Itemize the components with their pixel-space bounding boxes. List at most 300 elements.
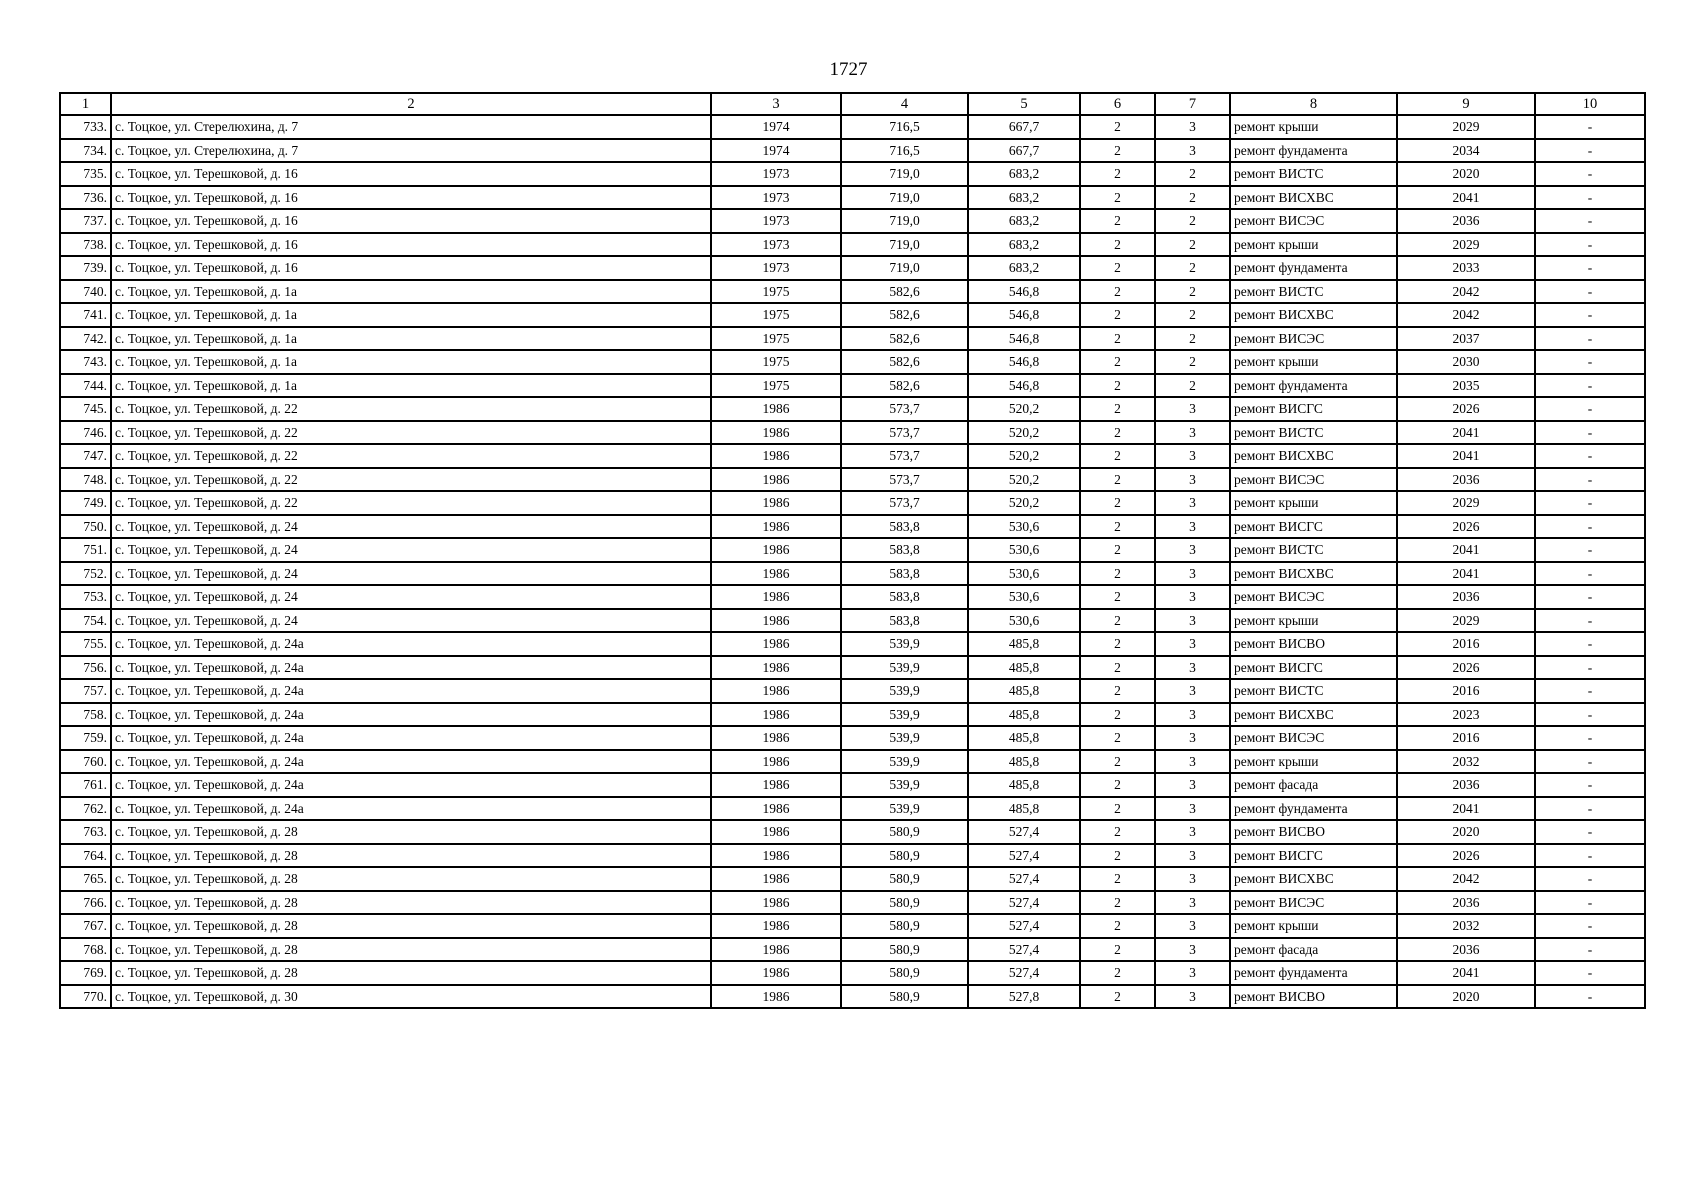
- note-cell: -: [1535, 209, 1645, 233]
- address-cell: с. Тоцкое, ул. Терешковой, д. 28: [111, 867, 711, 891]
- living-area-cell: 527,4: [968, 867, 1080, 891]
- note-cell: -: [1535, 585, 1645, 609]
- note-cell: -: [1535, 679, 1645, 703]
- address-cell: с. Тоцкое, ул. Стерелюхина, д. 7: [111, 115, 711, 139]
- note-cell: -: [1535, 115, 1645, 139]
- address-cell: с. Тоцкое, ул. Терешковой, д. 24а: [111, 632, 711, 656]
- planned-year-cell: 2016: [1397, 632, 1535, 656]
- address-cell: с. Тоцкое, ул. Терешковой, д. 24: [111, 562, 711, 586]
- work-type-cell: ремонт ВИСТС: [1230, 162, 1397, 186]
- total-area-cell: 580,9: [841, 844, 968, 868]
- floors-cell: 2: [1080, 444, 1155, 468]
- planned-year-cell: 2032: [1397, 750, 1535, 774]
- floors-cell: 2: [1080, 891, 1155, 915]
- table-row: [60, 703, 1645, 727]
- living-area-cell: 546,8: [968, 280, 1080, 304]
- address-cell: с. Тоцкое, ул. Терешковой, д. 22: [111, 444, 711, 468]
- floors-cell: 2: [1080, 609, 1155, 633]
- entrances-cell: 3: [1155, 609, 1230, 633]
- note-cell: -: [1535, 820, 1645, 844]
- row-number-cell: 752.: [60, 562, 111, 586]
- entrances-cell: 3: [1155, 632, 1230, 656]
- work-type-cell: ремонт фундамента: [1230, 374, 1397, 398]
- floors-cell: 2: [1080, 233, 1155, 257]
- entrances-cell: 3: [1155, 515, 1230, 539]
- row-number-cell: 751.: [60, 538, 111, 562]
- year-built-cell: 1986: [711, 562, 841, 586]
- table-row: [60, 891, 1645, 915]
- note-cell: -: [1535, 233, 1645, 257]
- total-area-cell: 580,9: [841, 985, 968, 1009]
- total-area-cell: 582,6: [841, 374, 968, 398]
- row-number-cell: 749.: [60, 491, 111, 515]
- table-row: [60, 985, 1645, 1009]
- planned-year-cell: 2036: [1397, 468, 1535, 492]
- work-type-cell: ремонт ВИСХВС: [1230, 303, 1397, 327]
- entrances-cell: 2: [1155, 327, 1230, 351]
- table-row: [60, 233, 1645, 257]
- total-area-cell: 583,8: [841, 538, 968, 562]
- total-area-cell: 539,9: [841, 773, 968, 797]
- planned-year-cell: 2041: [1397, 562, 1535, 586]
- page-number: 1727: [829, 59, 868, 80]
- living-area-cell: 530,6: [968, 609, 1080, 633]
- work-type-cell: ремонт ВИСГС: [1230, 844, 1397, 868]
- table-row: [60, 256, 1645, 280]
- entrances-cell: 2: [1155, 374, 1230, 398]
- work-type-cell: ремонт ВИСЭС: [1230, 468, 1397, 492]
- living-area-cell: 683,2: [968, 256, 1080, 280]
- year-built-cell: 1986: [711, 773, 841, 797]
- column-header: 1: [60, 93, 111, 115]
- total-area-cell: 583,8: [841, 609, 968, 633]
- year-built-cell: 1975: [711, 280, 841, 304]
- entrances-cell: 3: [1155, 468, 1230, 492]
- year-built-cell: 1986: [711, 585, 841, 609]
- year-built-cell: 1986: [711, 397, 841, 421]
- year-built-cell: 1986: [711, 750, 841, 774]
- table-row: [60, 327, 1645, 351]
- year-built-cell: 1975: [711, 327, 841, 351]
- row-number-cell: 767.: [60, 914, 111, 938]
- total-area-cell: 719,0: [841, 256, 968, 280]
- address-cell: с. Тоцкое, ул. Терешковой, д. 24: [111, 609, 711, 633]
- total-area-cell: 580,9: [841, 891, 968, 915]
- address-cell: с. Тоцкое, ул. Терешковой, д. 30: [111, 985, 711, 1009]
- living-area-cell: 485,8: [968, 797, 1080, 821]
- note-cell: -: [1535, 750, 1645, 774]
- total-area-cell: 716,5: [841, 115, 968, 139]
- year-built-cell: 1986: [711, 515, 841, 539]
- address-cell: с. Тоцкое, ул. Терешковой, д. 24: [111, 515, 711, 539]
- planned-year-cell: 2016: [1397, 726, 1535, 750]
- table-row: [60, 914, 1645, 938]
- table-row: [60, 374, 1645, 398]
- row-number-cell: 753.: [60, 585, 111, 609]
- table-row: [60, 844, 1645, 868]
- row-number-cell: 761.: [60, 773, 111, 797]
- address-cell: с. Тоцкое, ул. Терешковой, д. 1а: [111, 303, 711, 327]
- planned-year-cell: 2041: [1397, 797, 1535, 821]
- work-type-cell: ремонт крыши: [1230, 609, 1397, 633]
- year-built-cell: 1973: [711, 209, 841, 233]
- entrances-cell: 3: [1155, 891, 1230, 915]
- housing-repair-table: [59, 92, 1646, 1009]
- living-area-cell: 520,2: [968, 468, 1080, 492]
- work-type-cell: ремонт крыши: [1230, 350, 1397, 374]
- planned-year-cell: 2029: [1397, 609, 1535, 633]
- table-row: [60, 186, 1645, 210]
- row-number-cell: 738.: [60, 233, 111, 257]
- entrances-cell: 3: [1155, 562, 1230, 586]
- table-row: [60, 115, 1645, 139]
- entrances-cell: 3: [1155, 421, 1230, 445]
- living-area-cell: 520,2: [968, 421, 1080, 445]
- living-area-cell: 546,8: [968, 350, 1080, 374]
- year-built-cell: 1986: [711, 703, 841, 727]
- living-area-cell: 527,8: [968, 985, 1080, 1009]
- total-area-cell: 573,7: [841, 468, 968, 492]
- living-area-cell: 683,2: [968, 162, 1080, 186]
- table-row: [60, 538, 1645, 562]
- table-row: [60, 491, 1645, 515]
- row-number-cell: 754.: [60, 609, 111, 633]
- total-area-cell: 539,9: [841, 797, 968, 821]
- work-type-cell: ремонт фасада: [1230, 938, 1397, 962]
- entrances-cell: 3: [1155, 938, 1230, 962]
- total-area-cell: 539,9: [841, 656, 968, 680]
- note-cell: -: [1535, 609, 1645, 633]
- header-row: [60, 93, 1645, 115]
- entrances-cell: 2: [1155, 209, 1230, 233]
- planned-year-cell: 2041: [1397, 444, 1535, 468]
- note-cell: -: [1535, 256, 1645, 280]
- floors-cell: 2: [1080, 844, 1155, 868]
- living-area-cell: 683,2: [968, 209, 1080, 233]
- address-cell: с. Тоцкое, ул. Терешковой, д. 24а: [111, 750, 711, 774]
- work-type-cell: ремонт ВИСЭС: [1230, 327, 1397, 351]
- planned-year-cell: 2041: [1397, 538, 1535, 562]
- living-area-cell: 527,4: [968, 820, 1080, 844]
- row-number-cell: 743.: [60, 350, 111, 374]
- floors-cell: 2: [1080, 162, 1155, 186]
- address-cell: с. Тоцкое, ул. Терешковой, д. 22: [111, 468, 711, 492]
- total-area-cell: 539,9: [841, 750, 968, 774]
- total-area-cell: 716,5: [841, 139, 968, 163]
- row-number-cell: 734.: [60, 139, 111, 163]
- planned-year-cell: 2026: [1397, 844, 1535, 868]
- living-area-cell: 520,2: [968, 444, 1080, 468]
- column-header: 5: [968, 93, 1080, 115]
- entrances-cell: 2: [1155, 303, 1230, 327]
- entrances-cell: 3: [1155, 656, 1230, 680]
- total-area-cell: 719,0: [841, 162, 968, 186]
- note-cell: -: [1535, 961, 1645, 985]
- note-cell: -: [1535, 985, 1645, 1009]
- total-area-cell: 582,6: [841, 280, 968, 304]
- year-built-cell: 1975: [711, 303, 841, 327]
- work-type-cell: ремонт ВИСГС: [1230, 397, 1397, 421]
- living-area-cell: 546,8: [968, 374, 1080, 398]
- row-number-cell: 765.: [60, 867, 111, 891]
- floors-cell: 2: [1080, 820, 1155, 844]
- table-row: [60, 632, 1645, 656]
- work-type-cell: ремонт ВИСЭС: [1230, 726, 1397, 750]
- note-cell: -: [1535, 186, 1645, 210]
- column-header: 7: [1155, 93, 1230, 115]
- note-cell: -: [1535, 891, 1645, 915]
- entrances-cell: 3: [1155, 585, 1230, 609]
- row-number-cell: 758.: [60, 703, 111, 727]
- row-number-cell: 759.: [60, 726, 111, 750]
- total-area-cell: 539,9: [841, 703, 968, 727]
- work-type-cell: ремонт ВИСЭС: [1230, 585, 1397, 609]
- address-cell: с. Тоцкое, ул. Терешковой, д. 24а: [111, 726, 711, 750]
- floors-cell: 2: [1080, 515, 1155, 539]
- row-number-cell: 748.: [60, 468, 111, 492]
- note-cell: -: [1535, 327, 1645, 351]
- floors-cell: 2: [1080, 538, 1155, 562]
- living-area-cell: 485,8: [968, 750, 1080, 774]
- work-type-cell: ремонт ВИСТС: [1230, 679, 1397, 703]
- row-number-cell: 739.: [60, 256, 111, 280]
- note-cell: -: [1535, 773, 1645, 797]
- note-cell: -: [1535, 468, 1645, 492]
- total-area-cell: 580,9: [841, 938, 968, 962]
- living-area-cell: 520,2: [968, 491, 1080, 515]
- table-row: [60, 585, 1645, 609]
- work-type-cell: ремонт ВИСХВС: [1230, 444, 1397, 468]
- total-area-cell: 719,0: [841, 209, 968, 233]
- planned-year-cell: 2041: [1397, 186, 1535, 210]
- row-number-cell: 769.: [60, 961, 111, 985]
- planned-year-cell: 2020: [1397, 162, 1535, 186]
- note-cell: -: [1535, 139, 1645, 163]
- row-number-cell: 737.: [60, 209, 111, 233]
- address-cell: с. Тоцкое, ул. Терешковой, д. 28: [111, 914, 711, 938]
- address-cell: с. Тоцкое, ул. Терешковой, д. 16: [111, 209, 711, 233]
- total-area-cell: 719,0: [841, 233, 968, 257]
- year-built-cell: 1975: [711, 374, 841, 398]
- total-area-cell: 583,8: [841, 515, 968, 539]
- row-number-cell: 735.: [60, 162, 111, 186]
- entrances-cell: 3: [1155, 985, 1230, 1009]
- total-area-cell: 580,9: [841, 820, 968, 844]
- address-cell: с. Тоцкое, ул. Терешковой, д. 24: [111, 585, 711, 609]
- entrances-cell: 3: [1155, 867, 1230, 891]
- note-cell: -: [1535, 844, 1645, 868]
- row-number-cell: 762.: [60, 797, 111, 821]
- row-number-cell: 744.: [60, 374, 111, 398]
- table-row: [60, 750, 1645, 774]
- living-area-cell: 520,2: [968, 397, 1080, 421]
- total-area-cell: 573,7: [841, 444, 968, 468]
- row-number-cell: 746.: [60, 421, 111, 445]
- entrances-cell: 3: [1155, 397, 1230, 421]
- planned-year-cell: 2026: [1397, 515, 1535, 539]
- address-cell: с. Тоцкое, ул. Терешковой, д. 28: [111, 820, 711, 844]
- total-area-cell: 583,8: [841, 585, 968, 609]
- year-built-cell: 1986: [711, 468, 841, 492]
- note-cell: -: [1535, 867, 1645, 891]
- table-row: [60, 515, 1645, 539]
- planned-year-cell: 2020: [1397, 820, 1535, 844]
- work-type-cell: ремонт ВИСХВС: [1230, 703, 1397, 727]
- address-cell: с. Тоцкое, ул. Стерелюхина, д. 7: [111, 139, 711, 163]
- row-number-cell: 733.: [60, 115, 111, 139]
- total-area-cell: 719,0: [841, 186, 968, 210]
- column-header: 2: [111, 93, 711, 115]
- year-built-cell: 1986: [711, 797, 841, 821]
- row-number-cell: 764.: [60, 844, 111, 868]
- floors-cell: 2: [1080, 938, 1155, 962]
- living-area-cell: 485,8: [968, 679, 1080, 703]
- address-cell: с. Тоцкое, ул. Терешковой, д. 28: [111, 844, 711, 868]
- total-area-cell: 573,7: [841, 397, 968, 421]
- table-row: [60, 350, 1645, 374]
- total-area-cell: 539,9: [841, 679, 968, 703]
- address-cell: с. Тоцкое, ул. Терешковой, д. 1а: [111, 280, 711, 304]
- entrances-cell: 3: [1155, 491, 1230, 515]
- row-number-cell: 740.: [60, 280, 111, 304]
- table-row: [60, 656, 1645, 680]
- note-cell: -: [1535, 515, 1645, 539]
- year-built-cell: 1974: [711, 139, 841, 163]
- year-built-cell: 1973: [711, 256, 841, 280]
- address-cell: с. Тоцкое, ул. Терешковой, д. 24а: [111, 773, 711, 797]
- living-area-cell: 530,6: [968, 515, 1080, 539]
- address-cell: с. Тоцкое, ул. Терешковой, д. 1а: [111, 374, 711, 398]
- address-cell: с. Тоцкое, ул. Терешковой, д. 1а: [111, 327, 711, 351]
- entrances-cell: 3: [1155, 139, 1230, 163]
- floors-cell: 2: [1080, 726, 1155, 750]
- row-number-cell: 766.: [60, 891, 111, 915]
- living-area-cell: 667,7: [968, 139, 1080, 163]
- table-row: [60, 444, 1645, 468]
- floors-cell: 2: [1080, 115, 1155, 139]
- table-row: [60, 280, 1645, 304]
- living-area-cell: 667,7: [968, 115, 1080, 139]
- total-area-cell: 580,9: [841, 914, 968, 938]
- note-cell: -: [1535, 491, 1645, 515]
- floors-cell: 2: [1080, 750, 1155, 774]
- address-cell: с. Тоцкое, ул. Терешковой, д. 1а: [111, 350, 711, 374]
- row-number-cell: 742.: [60, 327, 111, 351]
- planned-year-cell: 2042: [1397, 303, 1535, 327]
- entrances-cell: 3: [1155, 773, 1230, 797]
- entrances-cell: 3: [1155, 820, 1230, 844]
- year-built-cell: 1986: [711, 938, 841, 962]
- year-built-cell: 1986: [711, 444, 841, 468]
- row-number-cell: 760.: [60, 750, 111, 774]
- work-type-cell: ремонт фундамента: [1230, 797, 1397, 821]
- floors-cell: 2: [1080, 585, 1155, 609]
- entrances-cell: 2: [1155, 350, 1230, 374]
- floors-cell: 2: [1080, 397, 1155, 421]
- floors-cell: 2: [1080, 186, 1155, 210]
- address-cell: с. Тоцкое, ул. Терешковой, д. 16: [111, 256, 711, 280]
- living-area-cell: 485,8: [968, 703, 1080, 727]
- work-type-cell: ремонт фундамента: [1230, 961, 1397, 985]
- entrances-cell: 2: [1155, 256, 1230, 280]
- planned-year-cell: 2034: [1397, 139, 1535, 163]
- row-number-cell: 750.: [60, 515, 111, 539]
- planned-year-cell: 2041: [1397, 421, 1535, 445]
- year-built-cell: 1975: [711, 350, 841, 374]
- floors-cell: 2: [1080, 256, 1155, 280]
- note-cell: -: [1535, 374, 1645, 398]
- planned-year-cell: 2042: [1397, 280, 1535, 304]
- row-number-cell: 736.: [60, 186, 111, 210]
- total-area-cell: 583,8: [841, 562, 968, 586]
- entrances-cell: 2: [1155, 233, 1230, 257]
- floors-cell: 2: [1080, 703, 1155, 727]
- living-area-cell: 530,6: [968, 562, 1080, 586]
- year-built-cell: 1986: [711, 679, 841, 703]
- address-cell: с. Тоцкое, ул. Терешковой, д. 22: [111, 491, 711, 515]
- work-type-cell: ремонт крыши: [1230, 914, 1397, 938]
- work-type-cell: ремонт ВИСХВС: [1230, 867, 1397, 891]
- floors-cell: 2: [1080, 985, 1155, 1009]
- living-area-cell: 485,8: [968, 632, 1080, 656]
- floors-cell: 2: [1080, 679, 1155, 703]
- row-number-cell: 741.: [60, 303, 111, 327]
- year-built-cell: 1986: [711, 421, 841, 445]
- floors-cell: 2: [1080, 468, 1155, 492]
- entrances-cell: 3: [1155, 679, 1230, 703]
- table-row: [60, 961, 1645, 985]
- work-type-cell: ремонт ВИСХВС: [1230, 562, 1397, 586]
- work-type-cell: ремонт ВИСТС: [1230, 421, 1397, 445]
- year-built-cell: 1986: [711, 867, 841, 891]
- floors-cell: 2: [1080, 491, 1155, 515]
- work-type-cell: ремонт крыши: [1230, 491, 1397, 515]
- year-built-cell: 1986: [711, 726, 841, 750]
- address-cell: с. Тоцкое, ул. Терешковой, д. 24а: [111, 703, 711, 727]
- entrances-cell: 3: [1155, 797, 1230, 821]
- planned-year-cell: 2029: [1397, 491, 1535, 515]
- table-row: [60, 303, 1645, 327]
- note-cell: -: [1535, 914, 1645, 938]
- note-cell: -: [1535, 656, 1645, 680]
- year-built-cell: 1986: [711, 914, 841, 938]
- address-cell: с. Тоцкое, ул. Терешковой, д. 28: [111, 961, 711, 985]
- living-area-cell: 546,8: [968, 303, 1080, 327]
- planned-year-cell: 2020: [1397, 985, 1535, 1009]
- entrances-cell: 3: [1155, 444, 1230, 468]
- address-cell: с. Тоцкое, ул. Терешковой, д. 24а: [111, 797, 711, 821]
- planned-year-cell: 2036: [1397, 209, 1535, 233]
- floors-cell: 2: [1080, 562, 1155, 586]
- row-number-cell: 756.: [60, 656, 111, 680]
- entrances-cell: 2: [1155, 186, 1230, 210]
- note-cell: -: [1535, 444, 1645, 468]
- note-cell: -: [1535, 421, 1645, 445]
- year-built-cell: 1973: [711, 186, 841, 210]
- floors-cell: 2: [1080, 961, 1155, 985]
- note-cell: -: [1535, 632, 1645, 656]
- total-area-cell: 582,6: [841, 303, 968, 327]
- column-header: 6: [1080, 93, 1155, 115]
- table-row: [60, 938, 1645, 962]
- floors-cell: 2: [1080, 421, 1155, 445]
- table-row: [60, 421, 1645, 445]
- year-built-cell: 1986: [711, 632, 841, 656]
- work-type-cell: ремонт фундамента: [1230, 256, 1397, 280]
- table-row: [60, 139, 1645, 163]
- living-area-cell: 546,8: [968, 327, 1080, 351]
- total-area-cell: 580,9: [841, 867, 968, 891]
